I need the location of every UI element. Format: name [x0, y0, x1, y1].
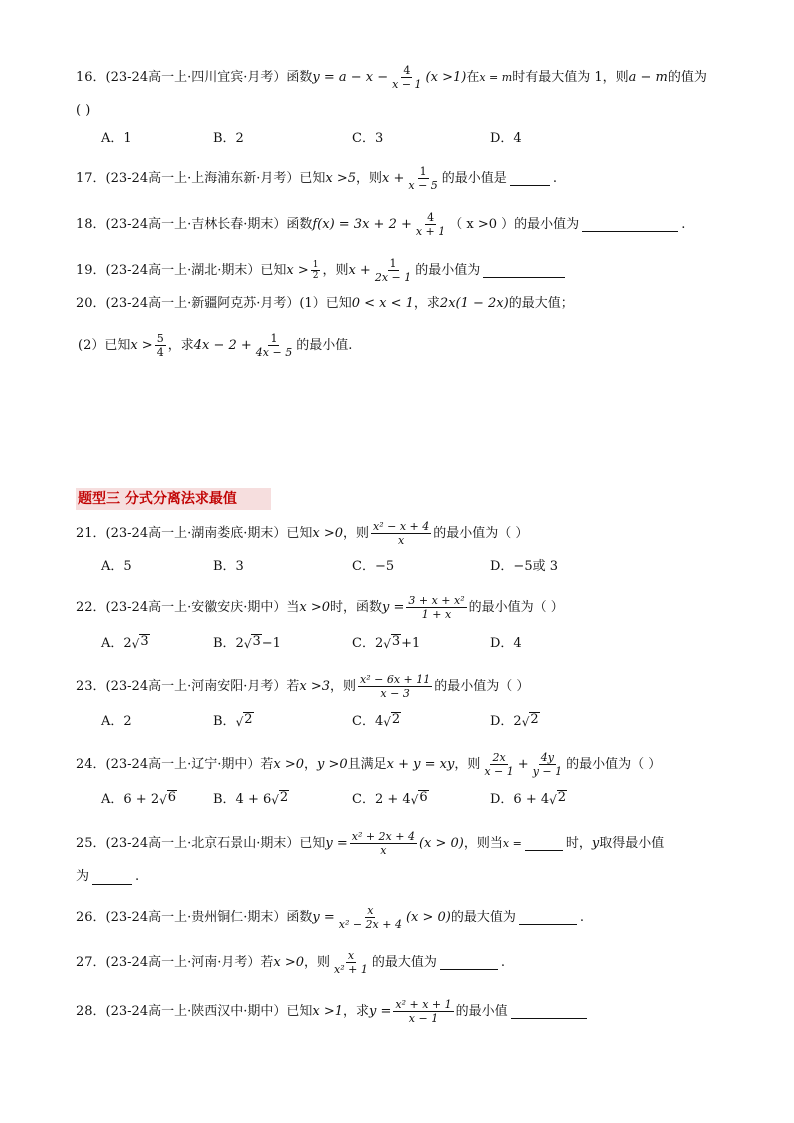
- q16-fraction: [390, 64, 423, 91]
- q24-c-pre: C．2 + 4: [352, 792, 411, 807]
- q16-paren: ( ): [76, 103, 91, 118]
- section-title: 题型三 分式分离法求最值: [76, 488, 271, 510]
- q23-option-a[interactable]: [101, 712, 132, 732]
- q26-end: .: [579, 909, 585, 925]
- q28-fraction: [393, 998, 453, 1025]
- q24-plus: +: [517, 756, 529, 772]
- q25-frac-den: x: [380, 844, 387, 857]
- q19-frac-num: 1: [389, 257, 397, 270]
- q24-fraction-1: [482, 751, 515, 778]
- question-19: [76, 257, 754, 284]
- q20-part2-mid: ，求: [167, 337, 194, 353]
- q20-part2-label: (2）已知: [78, 337, 131, 353]
- q27-answer-blank[interactable]: [440, 955, 498, 970]
- q22-b-pre: B．2: [213, 636, 244, 651]
- question-26: [76, 904, 754, 931]
- q21-options: [101, 557, 661, 577]
- q20-expr: 2x(1 − 2x): [439, 296, 509, 311]
- q25-var: x =: [502, 836, 522, 850]
- q19-cond-den: 2: [312, 271, 319, 281]
- q18-end: .: [681, 216, 686, 232]
- q16-cond: (x >1): [425, 69, 467, 85]
- q22-expr: y =: [382, 599, 405, 615]
- q26-fraction: [337, 904, 404, 931]
- q22-b-rad: 3: [252, 634, 261, 649]
- q20-part2-cond: x >: [130, 337, 153, 353]
- q19-answer-blank[interactable]: [483, 263, 565, 278]
- q19-cond-num: 1: [312, 260, 319, 270]
- q27-label: 27．(23-24高一上·河南·月考）若: [76, 954, 274, 970]
- q25-end: .: [135, 869, 140, 884]
- q22-a-rad: 3: [140, 634, 149, 649]
- q22-options: [101, 634, 661, 654]
- q23-frac-den: x − 3: [380, 687, 410, 700]
- q24-cond2: y >0: [317, 756, 348, 772]
- q25-cond: (x > 0): [418, 835, 464, 851]
- q24-then: ，则: [454, 756, 481, 772]
- q27-frac-num: x: [347, 949, 355, 962]
- q23-option-b[interactable]: [213, 712, 254, 732]
- q19-tail: 的最小值为: [415, 262, 481, 278]
- q21-label: 21．(23-24高一上·湖南娄底·期末）已知: [76, 525, 313, 541]
- question-16: [76, 64, 754, 91]
- sqrt-icon: √ 2: [549, 790, 567, 807]
- q24-expr: x + y = xy: [386, 756, 455, 772]
- q21-tail: 的最小值为（ ）: [433, 525, 529, 541]
- q24-option-c[interactable]: [352, 790, 429, 810]
- q24-f1-den: x − 1: [484, 765, 514, 778]
- question-17: [76, 165, 754, 192]
- q17-label: 17．(23-24高一上·上海浦东新·月考）已知: [76, 170, 326, 186]
- q24-label: 24．(23-24高一上·辽宁·期中）若: [76, 756, 274, 772]
- q17-end: .: [552, 170, 557, 186]
- q21-frac-num: x² − x + 4: [373, 520, 430, 533]
- q24-fraction-2: [531, 751, 564, 778]
- q20-mid: ，求: [413, 296, 440, 311]
- q18-expr: f(x) = 3x + 2 +: [312, 216, 412, 232]
- q23-d-rad: 2: [530, 712, 539, 727]
- q24-d-pre: D．6 + 4: [490, 792, 550, 807]
- q16-options: [101, 129, 661, 149]
- q22-d-pre: D．4: [490, 636, 522, 651]
- q16-option-b[interactable]: B．2: [213, 131, 244, 146]
- q25-frac-num: x² + 2x + 4: [351, 830, 415, 843]
- q28-cond: x >1: [312, 1003, 343, 1019]
- q22-b-post: −1: [261, 636, 281, 651]
- q28-label: 28．(23-24高一上·陕西汉中·期中）已知: [76, 1003, 313, 1019]
- q16-mid-expr: x = m: [479, 70, 513, 84]
- q24-f2-den: y − 1: [532, 765, 563, 778]
- q20-part2-expr: 4x − 2 +: [193, 337, 252, 353]
- q16-frac-num: 4: [403, 64, 411, 77]
- q20-part2-fraction: [254, 332, 294, 359]
- q19-cond: x >: [286, 262, 309, 278]
- q23-fraction: [358, 673, 432, 700]
- q24-option-a[interactable]: [101, 790, 177, 810]
- q21-cond: x >0: [312, 525, 343, 541]
- question-28: [76, 998, 754, 1025]
- q22-frac-num: 3 + x + x²: [408, 594, 465, 607]
- q25-line2-text: 为: [76, 869, 90, 884]
- q18-cond: （ x >0 ）的最小值为: [449, 216, 580, 232]
- q22-fraction: [406, 594, 466, 621]
- q20-part2-frac-den: 4x − 5: [255, 346, 293, 359]
- q18-answer-blank[interactable]: [582, 217, 678, 232]
- q24-mid: 且满足: [347, 756, 387, 772]
- q22-label: 22．(23-24高一上·安徽安庆·期中）当: [76, 599, 300, 615]
- q16-expr: y = a − x −: [312, 69, 389, 85]
- q25-x-blank[interactable]: [525, 836, 563, 851]
- q17-frac-num: 1: [419, 165, 427, 178]
- q23-option-d[interactable]: [490, 712, 540, 732]
- q28-frac-den: x − 1: [408, 1012, 439, 1025]
- q24-a-rad: 6: [167, 790, 177, 805]
- q22-tail: 的最小值为（ ）: [468, 599, 564, 615]
- q25-min-blank[interactable]: [92, 870, 132, 885]
- q22-cond: x >0: [299, 599, 330, 615]
- q22-a-pre: A．2: [101, 636, 132, 651]
- q16-tail: 时有最大值为 1，则: [512, 69, 629, 85]
- q16-paren-line: [76, 101, 754, 121]
- q20-part2-cond-fraction: [155, 332, 166, 359]
- q18-frac-num: 4: [427, 211, 435, 224]
- q23-option-c[interactable]: [352, 712, 401, 732]
- q27-frac-den: x² + 1: [334, 963, 368, 976]
- q22-c-pre: C．2: [352, 636, 384, 651]
- q25-expr: y =: [325, 835, 348, 851]
- q23-frac-num: x² − 6x + 11: [360, 673, 431, 686]
- q24-b-pre: B．4 + 6: [213, 792, 272, 807]
- q23-label: 23．(23-24高一上·河南安阳·月考）若: [76, 678, 300, 694]
- sqrt-icon: √ 2: [235, 712, 253, 729]
- q26-answer-blank[interactable]: [519, 910, 577, 925]
- q19-fraction: [373, 257, 413, 284]
- q25-yvar: y: [591, 835, 600, 851]
- q25-label: 25．(23-24高一上·北京石景山·期末）已知: [76, 835, 326, 851]
- q23-cond: x >3: [299, 678, 330, 694]
- q25-tail2: 取得最小值: [599, 835, 665, 851]
- q20-part2-tail: 的最小值.: [296, 337, 353, 353]
- q25-fraction: [350, 830, 417, 857]
- q21-frac-den: x: [398, 534, 405, 547]
- sqrt-icon: √ 2: [271, 790, 289, 807]
- q19-label: 19．(23-24高一上·湖北·期末）已知: [76, 262, 287, 278]
- q17-then: ，则: [356, 170, 383, 186]
- sqrt-icon: √ 6: [159, 790, 177, 807]
- q27-fraction: [332, 949, 370, 976]
- q21-option-c[interactable]: C．−5: [352, 559, 395, 574]
- q19-frac-den: 2x − 1: [374, 271, 412, 284]
- question-27: [76, 949, 754, 976]
- q24-options: [101, 790, 661, 810]
- q16-option-a[interactable]: A．1: [101, 131, 132, 146]
- q23-c-pre: C．4: [352, 714, 384, 729]
- q23-b-pre: B．: [213, 714, 236, 729]
- q26-tail: 的最大值为: [450, 909, 516, 925]
- q24-a-pre: A．6 + 2: [101, 792, 160, 807]
- q24-f2-num: 4y: [540, 751, 555, 764]
- q20-cond: 0 < x < 1: [351, 296, 414, 311]
- q21-fraction: [371, 520, 431, 547]
- q18-frac-den: x + 1: [415, 225, 446, 238]
- q24-c-rad: 6: [419, 790, 428, 805]
- q16-option-c[interactable]: C．3: [352, 131, 384, 146]
- q17-cond: x >5: [325, 170, 356, 186]
- question-23: [76, 673, 754, 700]
- q23-d-pre: D．2: [490, 714, 522, 729]
- q28-tail: 的最小值: [455, 1003, 508, 1019]
- sqrt-icon: √ 3: [243, 634, 261, 651]
- q22-option-c[interactable]: [352, 634, 420, 654]
- q24-tail: 的最小值为（ ）: [566, 756, 662, 772]
- q20-part2-frac-num: 1: [270, 332, 278, 345]
- q23-options: [101, 712, 661, 732]
- q18-fraction: [414, 211, 447, 238]
- q22-option-a[interactable]: [101, 634, 150, 654]
- q28-mid: ，求: [343, 1003, 370, 1019]
- q24-option-b[interactable]: [213, 790, 289, 810]
- q22-mid: 时，函数: [330, 599, 383, 615]
- q23-a-pre: A．2: [101, 714, 132, 729]
- q17-tail: 的最小值是: [441, 170, 507, 186]
- question-25: [76, 830, 754, 857]
- q26-frac-num: x: [367, 904, 374, 917]
- q26-cond: (x > 0): [405, 909, 451, 925]
- q16-tail2: 的值为: [667, 69, 707, 85]
- q17-answer-blank[interactable]: [510, 171, 550, 186]
- sqrt-icon: √ 2: [383, 712, 401, 729]
- q21-option-d[interactable]: D．−5或 3: [490, 559, 558, 574]
- sqrt-icon: √ 2: [521, 712, 539, 729]
- q26-expr: y =: [312, 909, 335, 925]
- q17-expr: x +: [382, 170, 405, 186]
- q20-part2: [78, 332, 754, 359]
- q24-f1-num: 2x: [492, 751, 506, 764]
- q22-option-b[interactable]: [213, 634, 281, 654]
- q20-part2-num: 5: [156, 332, 164, 345]
- question-20: [76, 294, 754, 314]
- q22-frac-den: 1 + x: [421, 608, 452, 621]
- q16-option-d[interactable]: D．4: [490, 131, 522, 146]
- q22-option-d[interactable]: [490, 634, 522, 654]
- q28-expr: y =: [369, 1003, 392, 1019]
- q27-tail: 的最大值为: [371, 954, 437, 970]
- q19-cond-fraction: [311, 260, 321, 281]
- q27-then: ，则: [304, 954, 331, 970]
- q24-d-rad: 2: [557, 790, 567, 805]
- q20-tail: 的最大值；: [508, 296, 574, 311]
- sqrt-icon: √ 3: [383, 634, 401, 651]
- q23-then: ，则: [330, 678, 357, 694]
- q20-label: 20．(23-24高一上·新疆阿克苏·月考）(1）已知: [76, 296, 352, 311]
- question-22: [76, 594, 754, 621]
- q28-answer-blank[interactable]: [511, 1004, 587, 1019]
- q16-frac-den: x − 1: [392, 78, 422, 91]
- q25-mid: ，则当: [463, 835, 503, 851]
- q24-option-d[interactable]: [490, 790, 567, 810]
- q22-c-post: +1: [401, 636, 421, 651]
- q16-tail-expr: a − m: [628, 69, 668, 85]
- q17-fraction: [406, 165, 439, 192]
- q17-frac-den: x − 5: [408, 179, 438, 192]
- question-24: [76, 751, 754, 778]
- q21-then: ，则: [343, 525, 370, 541]
- q20-part2-den: 4: [156, 346, 164, 359]
- q19-then: ，则: [322, 262, 349, 278]
- q24-b-rad: 2: [279, 790, 289, 805]
- question-18: [76, 211, 754, 238]
- q21-option-a[interactable]: A．5: [101, 559, 132, 574]
- q16-label: 16．(23-24高一上·四川宜宾·月考）函数: [76, 69, 313, 85]
- q27-end: .: [500, 954, 505, 970]
- q28-frac-num: x² + x + 1: [395, 998, 452, 1011]
- q26-label: 26．(23-24高一上·贵州铜仁·期末）函数: [76, 909, 313, 925]
- sqrt-icon: √ 6: [410, 790, 428, 807]
- q18-label: 18．(23-24高一上·吉林长春·期末）函数: [76, 216, 313, 232]
- q26-frac-den: x² − 2x + 4: [338, 918, 402, 931]
- q25-tail: 时，: [565, 835, 592, 851]
- question-21: [76, 520, 754, 547]
- q27-cond: x >0: [273, 954, 304, 970]
- q16-mid: 在: [466, 69, 480, 85]
- q23-tail: 的最小值为（ ）: [434, 678, 530, 694]
- sqrt-icon: √ 3: [131, 634, 149, 651]
- q25-line2: [76, 867, 754, 887]
- q19-expr: x +: [348, 262, 371, 278]
- q23-c-rad: 2: [391, 712, 401, 727]
- q24-sep: ，: [304, 756, 318, 772]
- q23-b-rad: 2: [244, 712, 253, 727]
- q22-c-rad: 3: [391, 634, 401, 649]
- q21-option-b[interactable]: B．3: [213, 559, 244, 574]
- q24-cond1: x >0: [273, 756, 304, 772]
